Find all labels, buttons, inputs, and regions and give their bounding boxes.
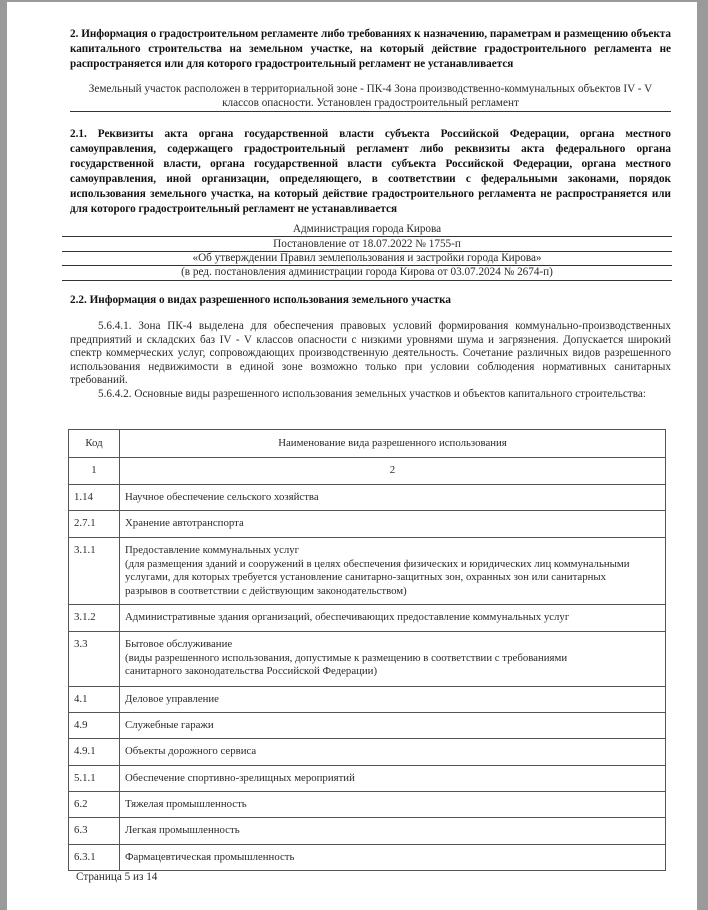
row-code: 6.3.1 <box>69 845 120 871</box>
row-code: 4.1 <box>69 687 120 713</box>
table-row <box>69 818 666 845</box>
document-page <box>7 2 697 910</box>
permitted-use-table <box>68 429 666 871</box>
zone-description-line-2: классов опасности. Установлен градостроительный регламент <box>222 96 519 109</box>
table-row <box>69 766 666 792</box>
row-note: (виды разрешенного использования, допустимые к размещению в соответствии с требованиями санитарного законодательства Российской Федерации) <box>125 651 568 677</box>
row-name: Тяжелая промышленность <box>120 792 666 818</box>
row-name: Деловое управление <box>120 687 666 713</box>
row-name: Служебные гаражи <box>120 713 666 739</box>
zone-description <box>70 83 671 110</box>
row-name-with-note <box>120 538 666 605</box>
table-row <box>69 538 666 605</box>
table-row <box>69 605 666 632</box>
table-row <box>69 632 666 687</box>
row-code: 2.7.1 <box>69 511 120 538</box>
header-name: Наименование вида разрешенного использования <box>120 430 666 458</box>
table-row <box>69 687 666 713</box>
page-number-footer: Страница 5 из 14 <box>76 871 158 883</box>
act-line-3: «Об утверждении Правил землепользования и застройки города Кирова» <box>192 252 542 264</box>
row-code: 6.3 <box>69 818 120 845</box>
row-note: (для размещения зданий и сооружений в целях обеспечения физических и юридических лиц коммунальными услугами, для которых требуется установление санитарно-защитных зон, охранных зон или санитарных разрывов в соответствии с действующим законодательством) <box>125 557 630 597</box>
row-name-with-note <box>120 632 666 687</box>
row-code: 3.1.2 <box>69 605 120 632</box>
row-code: 6.2 <box>69 792 120 818</box>
row-name: Фармацевтическая промышленность <box>120 845 666 871</box>
row-code: 3.1.1 <box>69 538 120 605</box>
row-name: Объекты дорожного сервиса <box>120 739 666 766</box>
table-row <box>69 792 666 818</box>
table-row <box>69 739 666 766</box>
act-line-4: (в ред. постановления администрации города Кирова от 03.07.2024 № 2674-п) <box>181 266 553 278</box>
column-number-code: 1 <box>69 458 120 485</box>
act-line-2: Постановление от 18.07.2022 № 1755-п <box>273 238 461 250</box>
section-2-1-heading: 2.1. Реквизиты акта органа государственной власти субъекта Российской Федерации, органа местного самоуправления, содержащего градостроительный регламент либо реквизиты акта федерального органа государственной власти, органа государственной власти субъекта Российской Федерации, органа местного самоуправления, иной организации, определяющего, в соответствии с федеральными законами, порядок использования земельного участка, на который действие градостроительного регламента не распространяется или для которого градостроительный регламент не устанавливается <box>70 128 671 215</box>
header-code: Код <box>69 430 120 458</box>
row-name: Предоставление коммунальных услуг <box>125 544 300 556</box>
row-name: Обеспечение спортивно-зрелищных мероприятий <box>120 766 666 792</box>
zone-underline <box>70 111 671 112</box>
row-name: Научное обеспечение сельского хозяйства <box>120 485 666 511</box>
row-name: Легкая промышленность <box>120 818 666 845</box>
table-row <box>69 485 666 511</box>
row-code: 4.9.1 <box>69 739 120 766</box>
table-row <box>69 511 666 538</box>
zone-description-line-1: Земельный участок расположен в территориальной зоне - ПК-4 Зона производственно-коммунальных объектов IV - V <box>88 83 653 95</box>
table-row <box>69 845 666 871</box>
act-rule-4 <box>62 280 672 281</box>
row-name: Административные здания организаций, обеспечивающих предоставление коммунальных услуг <box>120 605 666 632</box>
paragraph-5-6-4-1: 5.6.4.1. Зона ПК-4 выделена для обеспечения правовых условий формирования коммунально-производственных предприятий и складских баз IV - V классов опасности с низкими уровнями шума и загрязнения. Допускается широкий спектр коммерческих услуг, сопровождающих производственную деятельность. Сочетание различных видов разрешенного использования недвижимости в единой зоне возможно только при условии соблюдения нормативных санитарных требований. <box>70 320 671 387</box>
section-2-2-heading: 2.2. Информация о видах разрешенного использования земельного участка <box>70 294 452 306</box>
row-code: 4.9 <box>69 713 120 739</box>
paragraph-5-6-4-2: 5.6.4.2. Основные виды разрешенного использования земельных участков и объектов капитального строительства: <box>98 388 646 400</box>
row-code: 5.1.1 <box>69 766 120 792</box>
row-name: Бытовое обслуживание <box>125 638 233 650</box>
table-row <box>69 713 666 739</box>
column-number-name: 2 <box>120 458 666 485</box>
row-code: 3.3 <box>69 632 120 687</box>
table-header-row <box>69 430 666 458</box>
section-2-heading: 2. Информация о градостроительном регламенте либо требованиях к назначению, параметрам и размещению объекта капитального строительства на земельном участке, на который действие градостроительного регламента не распространяется или для которого градостроительный регламент не устанавливается <box>70 28 671 70</box>
table-column-number-row <box>69 458 666 485</box>
row-name: Хранение автотранспорта <box>120 511 666 538</box>
row-code: 1.14 <box>69 485 120 511</box>
act-rule-1 <box>62 236 672 237</box>
act-line-1: Администрация города Кирова <box>292 223 442 235</box>
